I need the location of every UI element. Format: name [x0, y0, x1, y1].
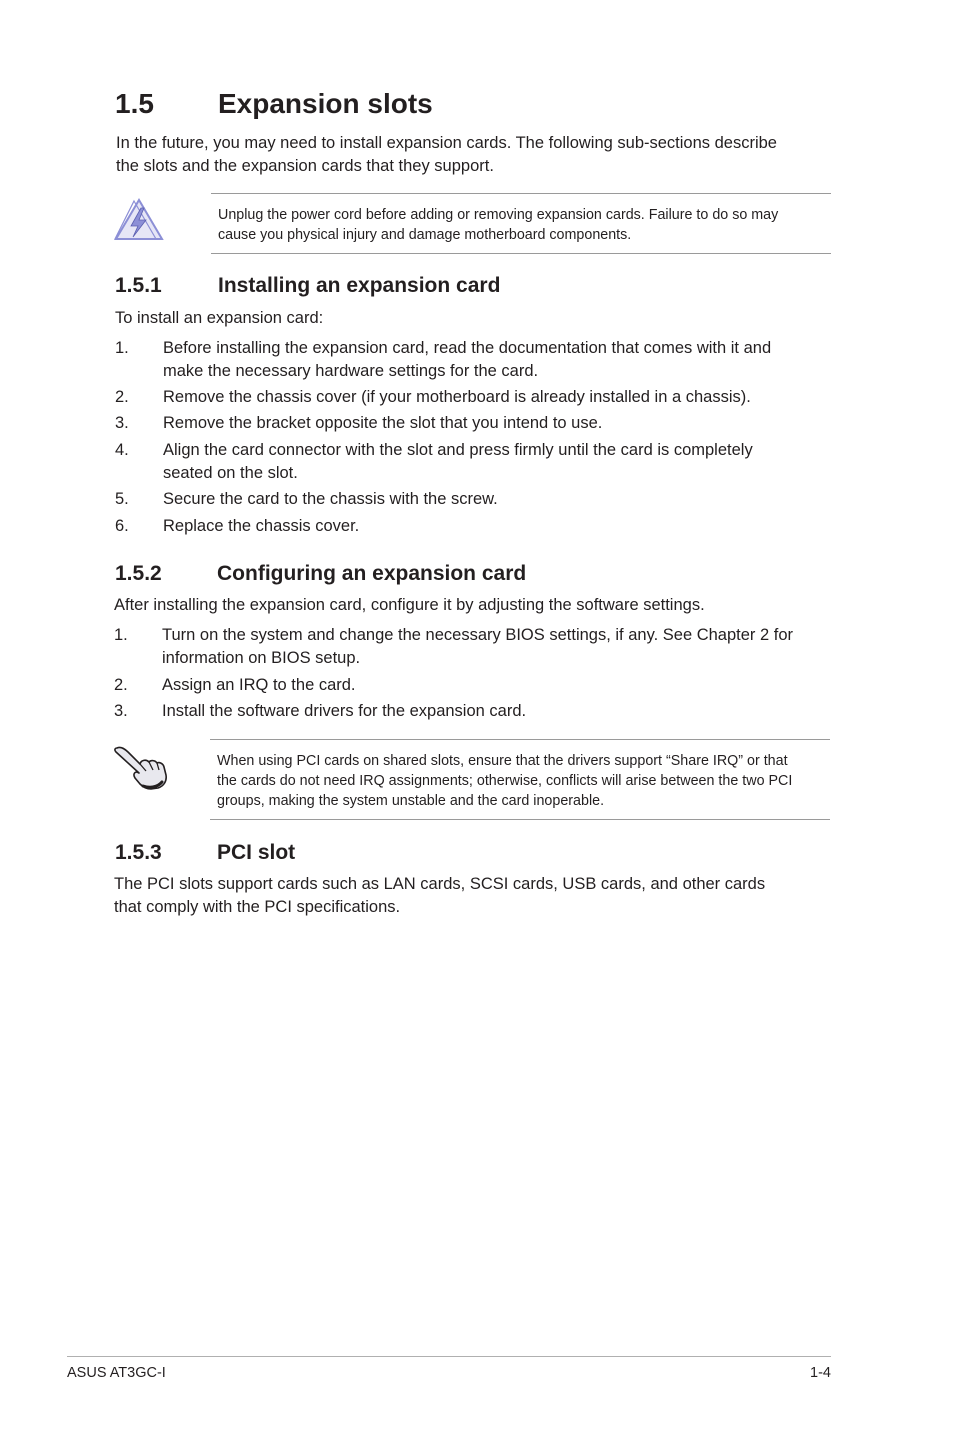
list-number: 1. [114, 626, 128, 644]
list-text: Turn on the system and change the necessary BIOS settings, if any. See Chapter 2 for information on BIOS setup. [162, 626, 794, 667]
sub2-lead: After installing the expansion card, configure it by adjusting the software settings. [114, 596, 705, 614]
list-number: 6. [115, 517, 129, 535]
pointing-hand-icon [113, 742, 169, 792]
list-text: Secure the card to the chassis with the screw. [163, 490, 498, 508]
warning-icon [112, 195, 164, 243]
section-number: 1.5 [115, 88, 154, 119]
hand-note-line: When using PCI cards on shared slots, ensure that the drivers support “Share IRQ” or that [217, 753, 788, 769]
list-text: Replace the chassis cover. [163, 517, 360, 535]
note-bottom-rule [210, 819, 830, 820]
intro-paragraph [116, 132, 777, 178]
hand-note [217, 751, 792, 811]
subsection-title: Installing an expansion card [218, 274, 501, 297]
list-number: 4. [115, 441, 129, 459]
list-text: Before installing the expansion card, read the documentation that comes with it and make the necessary hardware settings for the card. [163, 339, 772, 380]
subsection-title: Configuring an expansion card [217, 562, 527, 585]
list-text: Align the card connector with the slot and press firmly until the card is completely seated on the slot. [163, 441, 753, 482]
footer-page-number: 1-4 [810, 1365, 831, 1381]
subsection-heading [115, 274, 815, 300]
footer-product-name: ASUS AT3GC-I [67, 1365, 166, 1381]
list-number: 3. [114, 702, 128, 720]
subsection-number: 1.5.3 [115, 841, 162, 864]
list-number: 3. [115, 414, 129, 432]
note-top-rule [211, 193, 831, 194]
sub3-body [114, 873, 765, 919]
subsection-heading [115, 562, 815, 588]
sub3-body-line: that comply with the PCI specifications. [114, 898, 401, 916]
subsection-title: PCI slot [217, 841, 296, 864]
footer-rule [67, 1356, 831, 1357]
list-number: 2. [115, 388, 129, 406]
subsection-number: 1.5.1 [115, 274, 162, 297]
intro-line: the slots and the expansion cards that they support. [116, 157, 494, 175]
list-text: Remove the bracket opposite the slot that you intend to use. [163, 414, 603, 432]
warning-note [218, 205, 778, 245]
section-heading [115, 88, 433, 120]
note-bottom-rule [211, 253, 831, 254]
warning-note-line: Unplug the power cord before adding or removing expansion cards. Failure to do so may [218, 207, 779, 223]
subsection-number: 1.5.2 [115, 562, 162, 585]
sub3-body-line: The PCI slots support cards such as LAN cards, SCSI cards, USB cards, and other cards [114, 875, 766, 893]
sub1-lead: To install an expansion card: [115, 309, 324, 327]
hand-note-line: the cards do not need IRQ assignments; otherwise, conflicts will arise between the two PCI [217, 773, 793, 789]
section-title: Expansion slots [218, 88, 433, 119]
subsection-heading [115, 841, 815, 867]
intro-line: In the future, you may need to install expansion cards. The following sub-sections describe [116, 134, 777, 152]
note-top-rule [210, 739, 830, 740]
list-text: Remove the chassis cover (if your motherboard is already installed in a chassis). [163, 388, 751, 406]
list-number: 2. [114, 676, 128, 694]
hand-note-line: groups, making the system unstable and the card inoperable. [217, 793, 605, 809]
list-number: 1. [115, 339, 129, 357]
list-text: Install the software drivers for the expansion card. [162, 702, 527, 720]
list-number: 5. [115, 490, 129, 508]
list-text: Assign an IRQ to the card. [162, 676, 356, 694]
warning-note-line: cause you physical injury and damage motherboard components. [218, 227, 632, 243]
